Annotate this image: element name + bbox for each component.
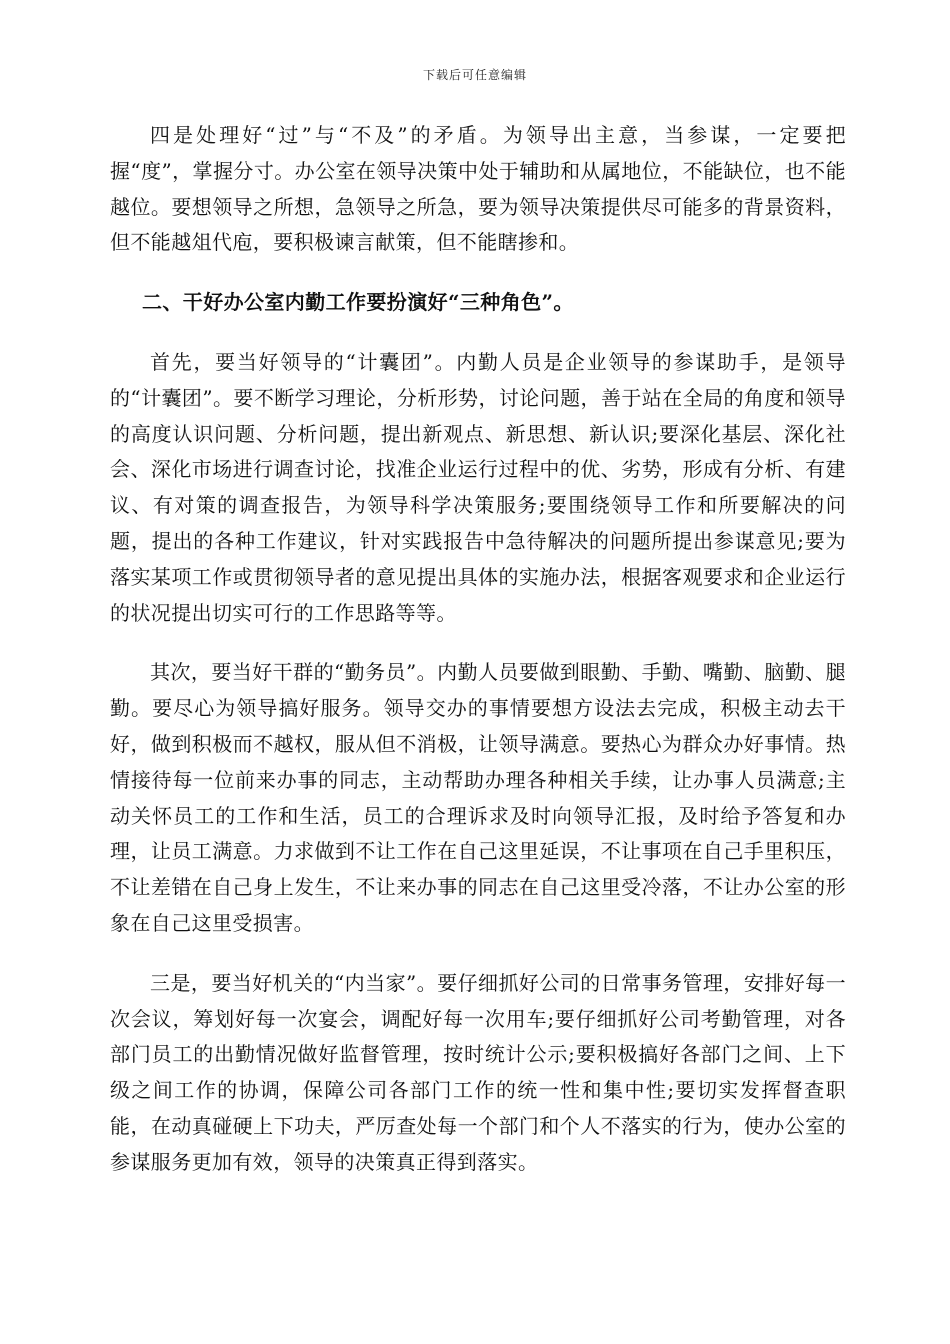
header-note: 下载后可任意编辑 (422, 68, 527, 82)
paragraph-4: 三是，要当好机关的“内当家”。要仔细抓好公司的日常事务管理，安排好每一次会议，筹划好每一次宴会，调配好每一次用车;要仔细抓好公司考勤管理，对各部门员工的出勤情况做好监督管理，按时统计公示;要积极搞好各部门之间、上下级之间工作的协调，保障公司各部门工作的统一性和集中性;要切实发挥督查职能，在动真碰硬上下功夫，严厉查处每一个部门和个人不落实的行为，使办公室的参谋服务更加有效，领导的决策真正得到落实。 (110, 970, 846, 1174)
document-body (110, 118, 846, 1181)
paragraph-2: 首先，要当好领导的“计囊团”。内勤人员是企业领导的参谋助手，是领导的“计囊团”。要不断学习理论，分析形势，讨论问题，善于站在全局的角度和领导的高度认识问题、分析问题，提出新观点、新思想、新认识;要深化基层、深化社会、深化市场进行调查讨论，找准企业运行过程中的优、劣势，形成有分析、有建议、有对策的调查报告，为领导科学决策服务;要围绕领导工作和所要解决的问题，提出的各种工作建议，针对实践报告中急待解决的问题所提出参谋意见;要为落实某项工作或贯彻领导者的意见提出具体的实施办法，根据客观要求和企业运行的状况提出切实可行的工作思路等等。 (110, 349, 846, 625)
paragraph-3: 其次，要当好干群的“勤务员”。内勤人员要做到眼勤、手勤、嘴勤、脑勤、腿勤。要尽心为领导搞好服务。领导交办的事情要想方设法去完成，积极主动去干好，做到积极而不越权，服从但不消极，让领导满意。要热心为群众办好事情。热情接待每一位前来办事的同志，主动帮助办理各种相关手续，让办事人员满意;主动关怀员工的工作和生活，员工的合理诉求及时向领导汇报，及时给予答复和办理，让员工满意。力求做到不让工作在自己这里延误，不让事项在自己手里积压，不让差错在自己身上发生，不让来办事的同志在自己这里受冷落，不让办公室的形象在自己这里受损害。 (110, 660, 846, 935)
paragraph-1: 四是处理好“过”与“不及”的矛盾。为领导出主意，当参谋，一定要把握“度”，掌握分寸。办公室在领导决策中处于辅助和从属地位，不能缺位，也不能越位。要想领导之所想，急领导之所急，要为领导决策提供尽可能多的背景资料，但不能越俎代庖，要积极谏言献策，但不能瞎掺和。 (110, 123, 846, 255)
section-heading: 二、干好办公室内勤工作要扮演好“三种角色”。 (142, 290, 574, 315)
